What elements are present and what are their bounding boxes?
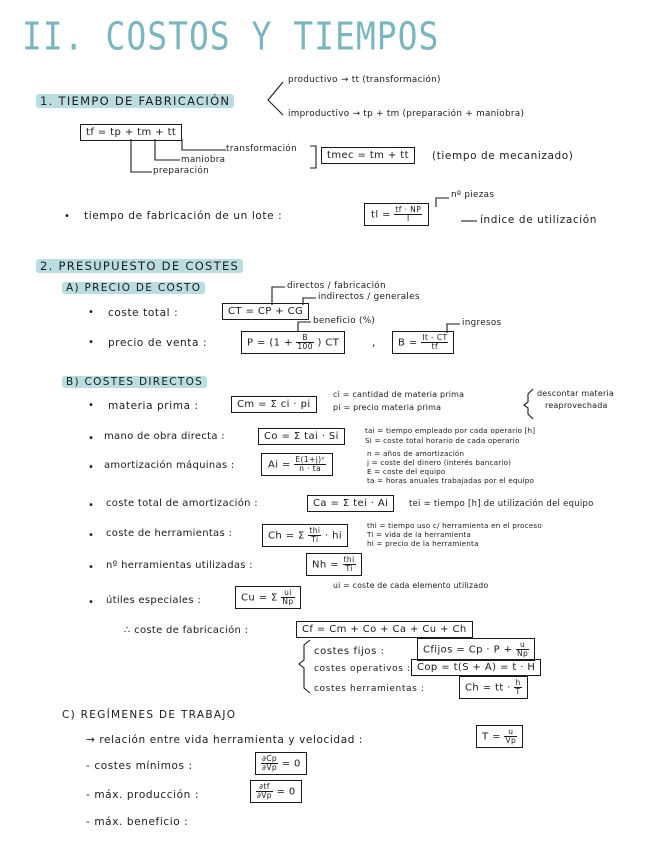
section-2-heading [36,259,243,273]
mano-label: mano de obra directa : [104,431,225,442]
subsection-a-heading-text: A) PRECIO DE COSTO [62,282,205,294]
rel-lhs: T = [482,731,501,743]
subsection-c-heading: C) REGÍMENES DE TRABAJO [62,709,237,721]
amort-e: E = coste del equipo [367,467,446,476]
cf-label: ∴ coste de fabricación : [124,625,249,636]
rel-num: u [504,728,517,737]
precio-formula-box [241,331,345,354]
herr-hi: hi = precio de la herramienta [367,539,479,548]
amort-num: E(1+j)ⁿ [295,455,325,464]
herr-num: thi [309,526,321,535]
directos-label: directos / fabricación [287,281,386,291]
materia-brace-2: reaprovechada [545,401,608,410]
amort-ta: ta = horas anuales trabajadas por el equipo [367,476,535,485]
maxprod-formula-box [250,780,302,803]
fijos-fraction [516,641,529,658]
relacion-label: → relación entre vida herramienta y velocidad : [86,734,364,746]
page-title: II. COSTOS Y TIEMPOS [22,14,440,59]
bullet: • [88,597,94,608]
herram-fraction [514,679,521,696]
b-lhs: B = [398,337,418,349]
nh-fraction [343,556,356,573]
p-fraction [296,334,314,351]
minimos-formula-box [255,752,307,775]
maxp-den: ∂Vp [257,791,272,800]
rel-den: Vp [505,736,517,745]
cta-formula-box: Ca = Σ tei · Ai [307,495,394,512]
mano-si: Si = coste total horario de cada operario [365,436,520,445]
materia-ci: ci = cantidad de materia prima [333,390,465,399]
p-rhs: ) CT [317,337,340,349]
mano-tai: tai = tiempo empleado por cada operario [h] [365,426,536,435]
productivo-note: productivo → tt (transformación) [288,75,441,85]
tl-formula-box [364,203,429,226]
tmec-formula-box: tmec = tm + tt [321,147,415,164]
oper-label: costes operativos : [314,664,411,674]
nh-formula-box [306,553,362,576]
amort-n: n = años de amortización [367,449,465,458]
herr-ti: Ti = vida de la herramienta [367,530,471,539]
amort-fraction [294,456,326,473]
cta-desc: tei = tiempo [h] de utilización del equipo [409,498,594,508]
coste-total-label: coste total : [108,307,179,319]
b-num: It - CT [422,333,448,342]
bullet: • [88,400,94,411]
amort-den: n · ta [299,464,322,473]
indirectos-label: indirectos / generales [318,292,420,302]
beneficio-label: beneficio (%) [313,316,376,326]
p-den: 100 [297,342,313,351]
bullet: • [88,433,94,444]
materia-formula-box: Cm = Σ ci · pi [231,396,317,413]
min-num: ∂Cp [262,754,278,763]
b-den: tf [431,342,439,351]
rel-fraction [504,728,517,745]
maxp-num: ∂tf [256,783,273,792]
maxp-fraction [256,783,273,800]
herr-thi: thi = tiempo uso c/ herramienta en el proceso [367,521,542,530]
improductivo-note: improductivo → tp + tm (preparación + maniobra) [288,109,525,119]
relacion-formula-box [476,725,523,748]
nh-num: thi [343,555,355,564]
section-1-heading-text: 1. TIEMPO DE FABRICACIÓN [36,94,234,108]
amort-j: j = coste del dinero (interés bancario) [367,458,512,467]
bullet: • [88,337,94,348]
ct-formula-box: CT = CP + CG [222,303,309,320]
materia-pi: pi = precio materia prima [333,403,442,412]
tl-den: I [406,214,410,223]
indice-label: índice de utilización [480,214,598,226]
herr-label: coste de herramientas : [106,528,233,539]
subsection-b-heading [62,376,207,388]
b-fraction [421,334,448,351]
ingresos-label: ingresos [462,318,502,328]
cf-formula-box: Cf = Cm + Co + Ca + Cu + Ch [296,621,473,638]
fijos-num: u [516,641,529,650]
herr-rhs: · hi [324,530,343,542]
tf-formula-box: tf = tp + tm + tt [80,124,182,141]
lote-label: tiempo de fabricación de un lote : [84,210,283,222]
bullet: • [64,211,70,222]
min-fraction [261,755,278,772]
subsection-b-heading-text: B) COSTES DIRECTOS [62,376,207,388]
p-lhs: P = (1 + [247,337,293,349]
tl-num: tf · NP [395,205,422,214]
label-transformacion: transformación [226,144,297,154]
herram-formula-box [459,676,528,699]
oper-formula-box: Cop = t(S + A) = t · H [411,659,541,676]
minimos-label: - costes mínimos : [86,760,193,772]
herr-fraction [308,527,321,544]
comma: , [372,337,376,349]
materia-label: materia prima : [108,400,199,412]
tl-fraction [394,206,422,223]
np-label: nº piezas [451,190,495,200]
herr-den: Ti [311,535,319,544]
fijos-label: costes fijos : [314,646,385,657]
label-preparacion: preparación [153,166,209,176]
herr-lhs: Ch = Σ [268,530,305,542]
util-den: Np [282,597,294,606]
bullet: • [88,530,94,541]
min-den: ∂Vp [262,763,278,772]
fijos-den: Np [516,649,529,658]
amort-lhs: Ai = [268,459,291,471]
label-maniobra: maniobra [181,155,226,165]
precio-venta-label: precio de venta : [108,337,208,349]
herram-den: T [515,687,521,696]
nh-den: Ti [345,564,353,573]
section-2-heading-text: 2. PRESUPUESTO DE COSTES [36,259,243,273]
nh-lhs: Nh = [312,559,339,571]
amort-label: amortización máquinas : [104,460,235,471]
section-1-heading [36,94,234,108]
nh-label: nº herramientas utilizadas : [106,560,253,571]
materia-brace-1: descontar materia [537,389,614,398]
min-rhs: = 0 [281,758,301,770]
tmec-description: (tiempo de mecanizado) [432,150,574,162]
util-label: útiles especiales : [106,595,202,606]
amort-formula-box [261,453,333,476]
cta-label: coste total de amortización : [106,498,258,509]
p-num: B [296,334,314,343]
util-num: ui [281,589,294,598]
mano-formula-box: Co = Σ tai · Si [258,428,345,445]
subsection-a-heading [62,282,205,294]
maxp-rhs: = 0 [276,786,296,798]
maxprod-label: - máx. producción : [86,789,199,801]
bullet: • [88,462,94,473]
util-fraction [281,589,294,606]
herram-num: h [515,678,521,687]
maxben-label: - máx. beneficio : [86,816,189,828]
herr-formula-box [262,524,348,547]
b-formula-box [392,331,454,354]
bullet: • [88,562,94,573]
util-lhs: Cu = Σ [241,592,278,604]
util-desc: ui = coste de cada elemento utilizado [333,581,489,590]
herram-label: costes herramientas : [314,684,425,694]
fijos-formula-box [417,638,535,661]
bullet: • [88,307,94,318]
tl-lhs: tl = [371,209,391,221]
util-formula-box [235,586,301,609]
fijos-lhs: Cfijos = Cp · P + [423,644,513,656]
herram-lhs: Ch = tt · [465,682,511,694]
bullet: • [88,500,94,511]
